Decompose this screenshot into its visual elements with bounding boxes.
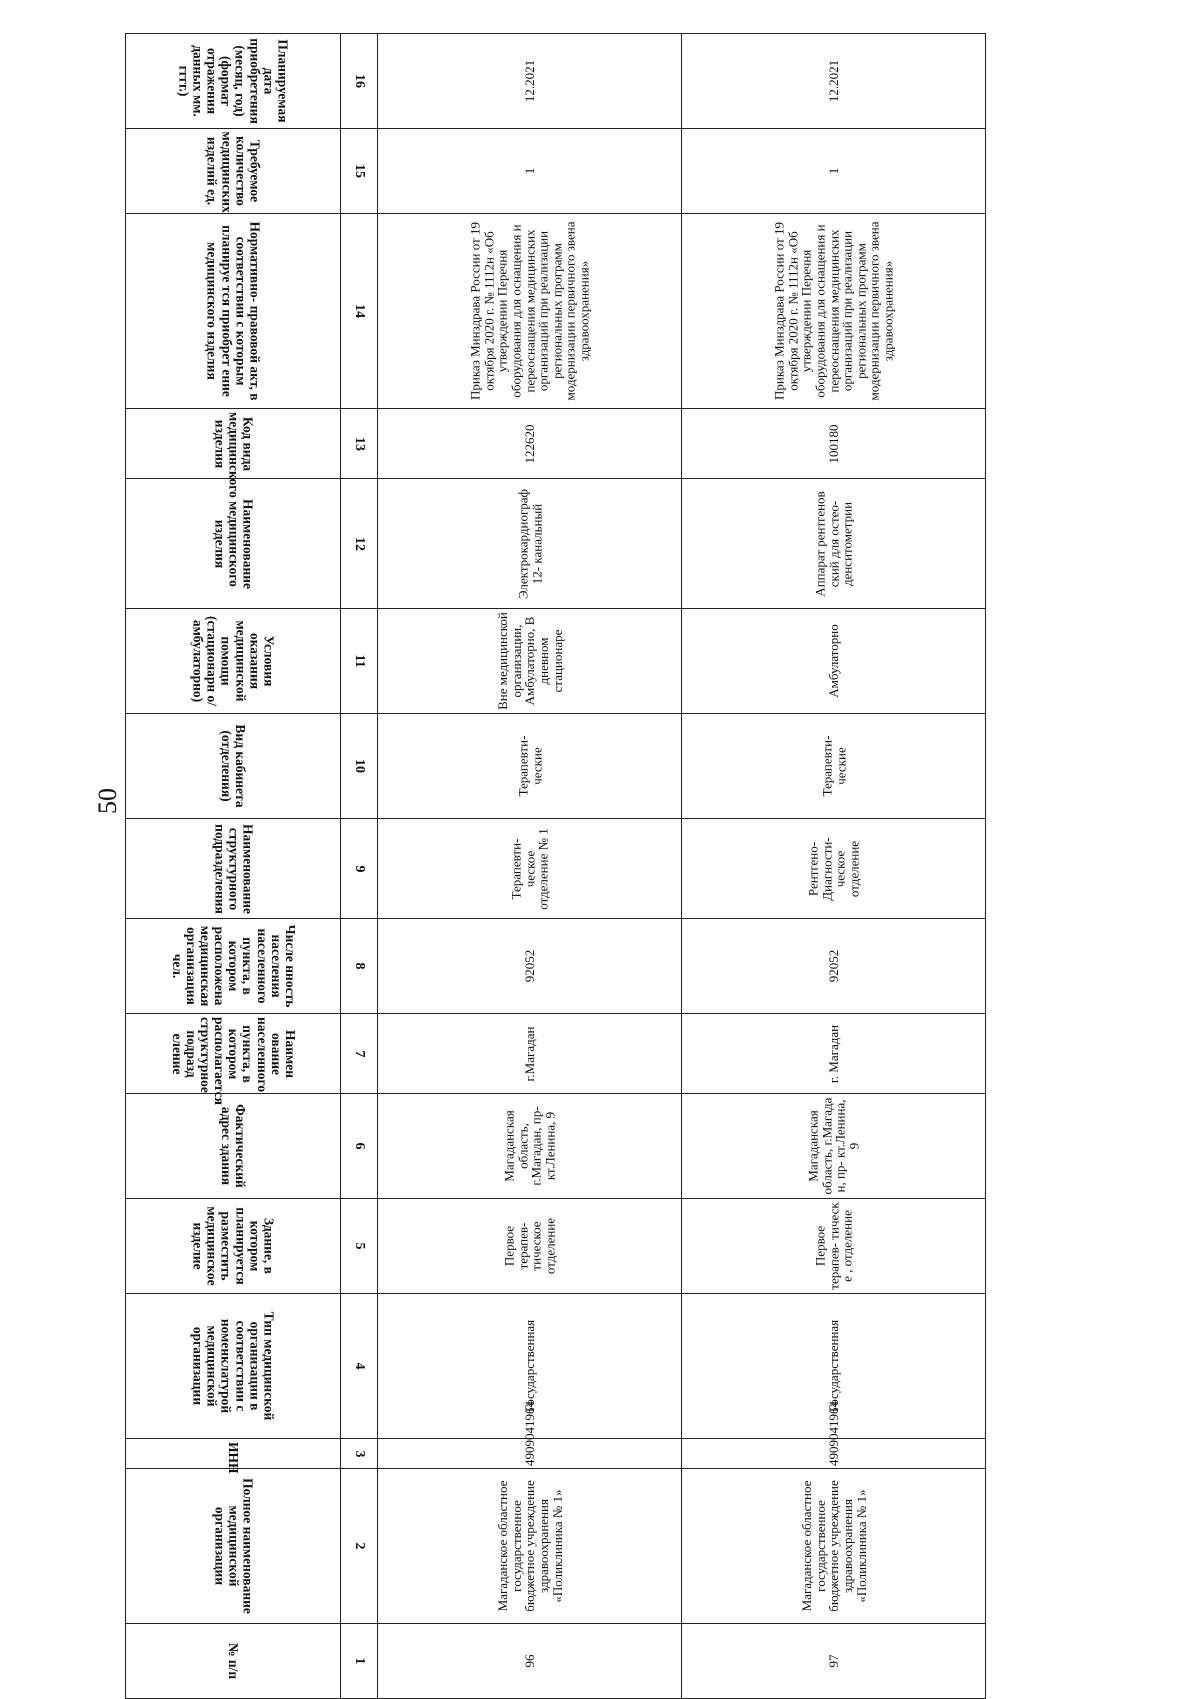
row-96-cell [378,34,682,129]
row-96-cell-text: 96 [521,1654,537,1668]
row-96-cell-text: Терапевти- ческое отделение № 1 [508,827,551,910]
header-cell-text: Здание, в котором планируется разместить медицинское изделие [190,1206,277,1286]
row-96-cell-text: г.Магадан [521,1026,537,1081]
header-cell-text: Наимен ование населенного пункта, в котором располагается структурное подразд еление [169,1016,298,1105]
header-cell [126,129,341,214]
row-97-cell [682,1400,986,1469]
column-band-7 [126,1014,986,1094]
row-97-cell-text: Государственная [825,1319,841,1413]
column-band-11 [126,609,986,714]
row-97-cell-text: 100180 [825,424,841,463]
row-97-cell [682,34,986,129]
column-number-cell-text: 11 [352,654,367,668]
header-cell [126,1294,341,1439]
column-number-cell [341,409,378,479]
row-96-cell-text: 4909041964 [521,1400,537,1466]
row-96-cell [378,1094,682,1199]
row-96-cell [378,1469,682,1624]
row-96-cell-text: Терапевти- ческие [514,735,544,797]
header-cell-text: Числе нность населения населенного пункта, в котором расположена медицинская организация чел. [169,924,298,1008]
row-96-cell [378,919,682,1014]
header-cell [126,714,341,819]
column-band-9 [126,819,986,919]
row-96-cell-text: 1 [521,167,537,175]
column-number-cell [341,919,378,1014]
column-band-12 [126,479,986,609]
row-97-cell-text: Аппарат рентгенов ский для остео- денситометрии [812,490,855,597]
row-97-cell-text: Первое терапев- тическ е , отделение [812,1202,855,1290]
header-cell-text: Планируемая дата приобретения (месяц, год) (формат отражения данных мм. гггг.) [176,38,291,124]
row-97-cell [682,1094,986,1199]
header-cell-text: Тип медицинской организации в соответствии с номенклатурой медицинской организации [190,1311,277,1421]
row-97-cell-text: г. Магадан [825,1024,841,1083]
column-number-cell [341,1014,378,1094]
row-97-cell-text: Рентгено- Диагности- ческое отделение [805,836,862,901]
column-number-cell [341,819,378,919]
column-band-13 [126,409,986,479]
row-96-cell [378,819,682,919]
header-cell-text: Требуемое количество медицинских изделий ед. [204,131,263,213]
row-97-cell [682,919,986,1014]
column-number-cell [341,609,378,714]
column-number-cell-text: 16 [352,74,367,88]
row-97-cell-text: Амбулаторно [825,624,841,698]
column-number-cell-text: 7 [352,1050,367,1057]
row-97-cell-text: 4909041964 [825,1400,841,1466]
header-cell [126,1624,341,1699]
header-cell-text: Код вида медицинского изделия [211,411,256,498]
column-number-cell-text: 9 [352,865,367,872]
header-cell-text: ИНН [226,1441,242,1474]
column-number-cell-text: 5 [352,1242,367,1250]
column-number-cell [341,129,378,214]
column-number-cell-text: 6 [352,1142,367,1150]
column-number-cell-text: 4 [352,1362,367,1370]
column-band-16 [126,34,986,129]
header-cell-text: № п/п [226,1642,242,1680]
equipment-table [125,33,986,1699]
row-97-cell-text: 97 [825,1654,841,1668]
row-97-cell [682,479,986,609]
header-cell [126,409,341,498]
column-band-10 [126,714,986,819]
column-number-cell [341,479,378,609]
row-96-cell-text: Вне медицинской организации, Амбулаторно, В дневном стационаре [494,612,564,710]
column-number-cell-text: 13 [352,436,367,451]
row-97-cell-text: 12.2021 [825,59,841,103]
header-cell-text: Фактический адрес здания [219,1104,249,1188]
row-97-cell [682,1199,986,1294]
header-cell-text: Полное наименование медицинской организации [211,1478,256,1614]
column-number-cell [341,1469,378,1624]
row-96-cell [378,1014,682,1094]
header-cell [126,819,341,919]
column-number-cell-text: 15 [352,164,367,178]
row-96-cell-text: 12.2021 [521,59,537,103]
column-band-1 [126,1624,986,1699]
row-96-cell [378,1400,682,1469]
column-number-cell [341,34,378,129]
column-number-cell-text: 10 [352,759,367,773]
row-96-cell [378,129,682,214]
row-97-cell-text: Магаданское областное государственное бюджетное учреждение здравоохранения «Поликлиника № 1» [798,1480,868,1612]
row-96-cell-text: 122620 [521,424,537,463]
row-97-cell [682,409,986,479]
row-97-cell-text: Приказ Минздрава России от 19 октября 2020 г. № 1112н «Об утверждении Перечня оборудования для оснащения и переоснащения медицинских организаций при реализации региональных программ модернизации первичного звена здравоохранения» [771,221,896,401]
row-97-cell [682,129,986,214]
header-cell [126,1014,341,1105]
column-band-5 [126,1199,986,1294]
column-number-cell-text: 14 [352,304,367,318]
header-cell [126,609,341,714]
header-cell-text: Наименование медицинского изделия [211,498,256,589]
row-97-cell [682,609,986,714]
row-96-cell [378,1624,682,1699]
column-band-15 [126,129,986,214]
page-number: 50 [93,788,122,814]
row-96-cell [378,714,682,819]
header-cell-text: Вид кабинета (отделения) [219,724,249,808]
row-97-cell-text: 92052 [825,949,841,983]
row-97-cell [682,1014,986,1094]
column-number-cell [341,1439,378,1469]
row-97-cell [682,714,986,819]
row-97-cell [682,1624,986,1699]
column-number-cell-text: 8 [352,962,367,970]
row-96-cell-text: Магаданское областное государственное бюджетное учреждение здравоохранения «Поликлиника № 1» [494,1480,564,1612]
row-97-cell [682,1469,986,1624]
row-97-cell-text: 1 [825,167,841,175]
row-96-cell [378,1199,682,1294]
column-number-cell [341,714,378,819]
column-number-cell-text: 2 [352,1542,367,1550]
header-cell [126,919,341,1014]
column-number-cell [341,1094,378,1199]
row-96-cell [378,609,682,714]
row-96-cell [378,409,682,479]
column-band-6 [126,1094,986,1199]
column-band-2 [126,1469,986,1624]
row-96-cell-text: Магаданская область, г.Магадан, пр- кт.Ленина, 9 [501,1106,558,1186]
column-number-cell [341,1294,378,1439]
row-96-cell [378,479,682,609]
row-96-cell-text: 92052 [521,949,537,983]
column-number-cell [341,1624,378,1699]
row-96-cell-text: Государственная [521,1319,537,1413]
header-cell [126,34,341,129]
header-cell [126,1469,341,1624]
column-number-cell [341,1199,378,1294]
column-band-4 [126,1294,986,1439]
header-cell [126,1439,341,1474]
row-97-cell [682,819,986,919]
column-band-3 [126,1439,986,1469]
header-cell-text: Нормативно- правовой акт, в соответствии с которым планируе тся приобрет ение медицинского изделия [204,221,263,401]
row-96-cell-text: Приказ Минздрава России от 19 октября 2020 г. № 1112н «Об утверждении Перечня оборудования для оснащения и переоснащения медицинских организаций при реализации региональных программ модернизации первичного звена здравоохранения» [467,221,592,401]
header-cell [126,479,341,609]
row-97-cell-text: Терапевти- ческие [818,735,848,797]
row-96-cell [378,214,682,409]
column-number-cell [341,214,378,409]
column-number-cell-text: 1 [352,1657,367,1665]
column-number-cell-text: 3 [352,1450,367,1457]
row-97-cell-text: Магаданская область, г.Магада н, пр- кт.Ленина, 9 [805,1097,862,1195]
column-band-8 [126,919,986,1014]
column-number-cell-text: 12 [352,536,367,551]
column-band-14 [126,214,986,409]
header-cell [126,214,341,409]
row-96-cell-text: Первое терапев- тическое отделение [501,1217,558,1275]
header-cell [126,1199,341,1294]
row-96-cell-text: Электрокардиограф 12- канальный [514,488,544,599]
row-97-cell [682,214,986,409]
header-cell [126,1094,341,1199]
header-cell-text: Наименование структурного подразделения [211,823,256,914]
header-cell-text: Условия оказания медицинской помощи (стационарн о/амбулаторно) [190,615,277,707]
